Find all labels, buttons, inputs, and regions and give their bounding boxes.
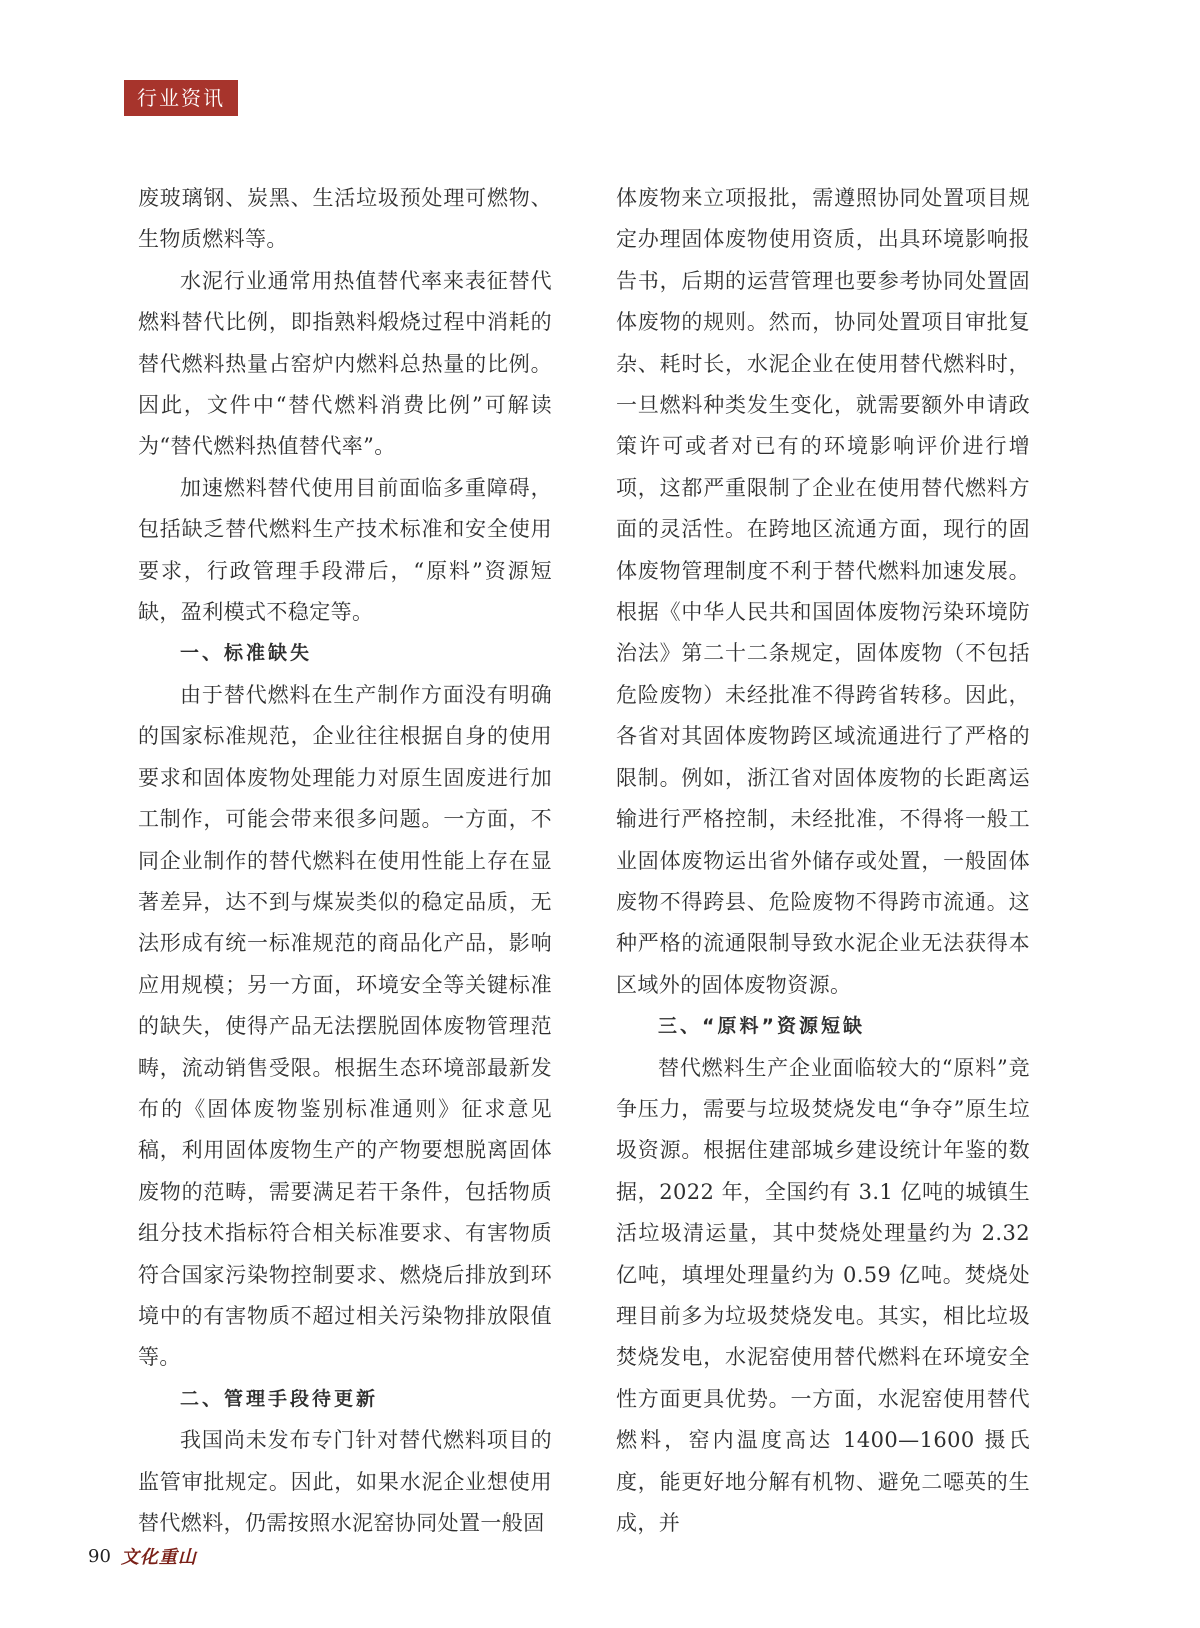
section-heading: 三、“原料”资源短缺 — [658, 1015, 865, 1038]
body-paragraph: 水泥行业通常用热值替代率来表征替代燃料替代比例，即指熟料煅烧过程中消耗的替代燃料热量占窑炉内燃料总热量的比例。因此，文件中“替代燃料消费比例”可解读为“替代燃料热值替代率”。 — [138, 268, 552, 459]
article-column-right — [616, 178, 1030, 1544]
magazine-logo: 文化重山 — [120, 1547, 197, 1568]
body-paragraph: 废玻璃钢、炭黑、生活垃圾预处理可燃物、生物质燃料等。 — [138, 186, 552, 252]
section-heading: 二、管理手段待更新 — [180, 1387, 379, 1410]
body-paragraph: 体废物来立项报批，需遵照协同处置项目规定办理固体废物使用资质，出具环境影响报告书，后期的运营管理也要参考协同处置固体废物的规则。然而，协同处置项目审批复杂、耗时长，水泥企业在使用替代燃料时，一旦燃料种类发生变化，就需要额外申请政策许可或者对已有的环境影响评价进行增项，这都严重限制了企业在使用替代燃料方面的灵活性。在跨地区流通方面，现行的固体废物管理制度不利于替代燃料加速发展。根据《中华人民共和国固体废物污染环境防治法》第二十二条规定，固体废物（不包括危险废物）未经批准不得跨省转移。因此，各省对其固体废物跨区域流通进行了严格的限制。例如，浙江省对固体废物的长距离运输进行严格控制，未经批准，不得将一般工业固体废物运出省外储存或处置，一般固体废物不得跨县、危险废物不得跨市流通。这种严格的流通限制导致水泥企业无法获得本区域外的固体废物资源。 — [616, 186, 1030, 997]
body-paragraph: 加速燃料替代使用目前面临多重障碍，包括缺乏替代燃料生产技术标准和安全使用要求，行政管理手段滞后，“原料”资源短缺，盈利模式不稳定等。 — [138, 475, 552, 625]
body-paragraph: 我国尚未发布专门针对替代燃料项目的监管审批规定。因此，如果水泥企业想使用替代燃料，仍需按照水泥窑协同处置一般固 — [138, 1428, 552, 1535]
page-number: 90 — [88, 1545, 111, 1567]
body-paragraph: 由于替代燃料在生产制作方面没有明确的国家标准规范，企业往往根据自身的使用要求和固体废物处理能力对原生固废进行加工制作，可能会带来很多问题。一方面，不同企业制作的替代燃料在使用性能上存在显著差异，达不到与煤炭类似的稳定品质，无法形成有统一标准规范的商品化产品，影响应用规模；另一方面，环境安全等关键标准的缺失，使得产品无法摆脱固体废物管理范畴，流动销售受限。根据生态环境部最新发布的《固体废物鉴别标准通则》征求意见稿，利用固体废物生产的产物要想脱离固体废物的范畴，需要满足若干条件，包括物质组分技术指标符合相关标准要求、有害物质符合国家污染物控制要求、燃烧后排放到环境中的有害物质不超过相关污染物排放限值等。 — [138, 682, 552, 1370]
section-tag: 行业资讯 — [124, 80, 238, 116]
article-column-left — [138, 178, 552, 1544]
body-paragraph: 替代燃料生产企业面临较大的“原料”竞争压力，需要与垃圾焚烧发电“争夺”原生垃圾资源。根据住建部城乡建设统计年鉴的数据，2022 年，全国约有 3.1 亿吨的城镇生活垃圾清运量，其中焚烧处理量约为 2.32 亿吨，填埋处理量约为 0.59 亿吨。焚烧处理目前多为垃圾焚烧发电。其实，相比垃圾焚烧发电，水泥窑使用替代燃料在环境安全性方面更具优势。一方面，水泥窑使用替代燃料，窑内温度高达 1400—1600 摄氏度，能更好地分解有机物、避免二噁英的生成，并 — [616, 1055, 1030, 1535]
page-footer — [88, 1543, 197, 1569]
section-heading: 一、标准缺失 — [180, 642, 313, 665]
